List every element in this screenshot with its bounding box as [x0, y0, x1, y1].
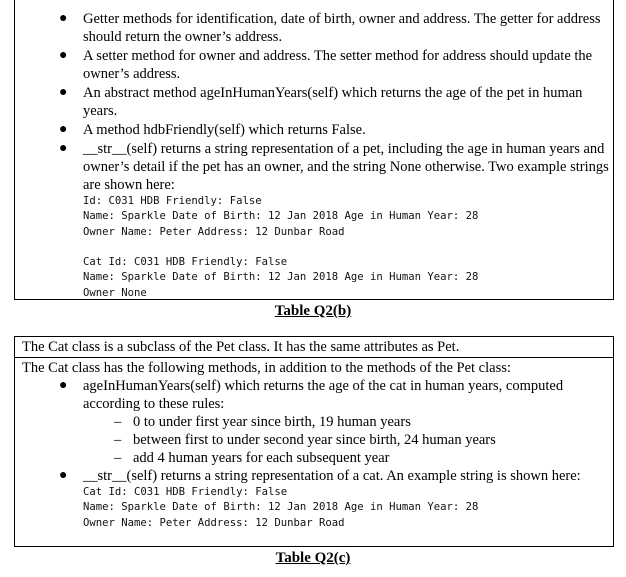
code-line: Owner Name: Peter Address: 12 Dunbar Road: [83, 225, 345, 238]
q2c-example-output: [15, 485, 613, 531]
list-item: ● A setter method for owner and address. The setter method for address should update the owner’s address.: [59, 48, 593, 82]
dash-icon: –: [114, 432, 122, 448]
q2b-example-output: [15, 194, 613, 301]
code-line: Name: Sparkle Date of Birth: 12 Jan 2018 Age in Human Year: 28: [83, 271, 479, 284]
list-item: – between first to under second year since birth, 24 human years: [114, 432, 496, 448]
code-line: Cat Id: C031 HDB Friendly: False: [83, 486, 288, 498]
list-item: – add 4 human years for each subsequent year: [114, 450, 390, 466]
bullet-icon: ●: [59, 48, 68, 63]
table-q2b: [14, 0, 614, 300]
bullet-icon: ●: [59, 122, 68, 137]
bullet-icon: ●: [59, 141, 68, 156]
q2c-bullet-list: [15, 377, 613, 413]
code-line: Id: C031 HDB Friendly: False: [83, 195, 262, 207]
q2b-bullet-list: [15, 10, 613, 194]
dash-icon: –: [114, 414, 122, 430]
list-item: – 0 to under first year since birth, 19 human years: [114, 414, 411, 430]
q2c-bullet-list-2: [15, 467, 613, 485]
code-line: [83, 240, 613, 255]
list-item: ● ageInHumanYears(self) which returns the age of the cat in human years, computed according to these rules:: [59, 378, 564, 412]
list-item: ● __str__(self) returns a string representation of a cat. An example string is shown here:: [59, 468, 581, 484]
code-line: Cat Id: C031 HDB Friendly: False: [83, 256, 288, 269]
bullet-icon: ●: [59, 468, 68, 483]
table-q2c: [14, 336, 614, 547]
q2c-rules-list: [15, 413, 613, 467]
list-item: ● __str__(self) returns a string representation of a pet, including the age in human years and owner’s detail if the pet has an owner, and the string None otherwise. Two example strings are shown here:: [59, 141, 609, 193]
bullet-icon: ●: [59, 378, 68, 393]
q2c-row-intro: The Cat class has the following methods, in addition to the methods of the Pet class:: [22, 360, 511, 376]
table-q2c-caption: Table Q2(c): [275, 550, 351, 566]
code-line: Name: Sparkle Date of Birth: 12 Jan 2018 Age in Human Year: 28: [83, 501, 479, 514]
bullet-icon: ●: [59, 11, 68, 26]
list-item: ● A method hdbFriendly(self) which returns False.: [59, 122, 366, 138]
code-line: Owner Name: Peter Address: 12 Dunbar Road: [83, 516, 345, 529]
table-q2b-caption: Table Q2(b): [274, 303, 352, 319]
code-line: Owner None: [83, 286, 147, 299]
list-item: ● Getter methods for identification, date of birth, owner and address. The getter for address should return the owner’s address.: [59, 11, 601, 45]
list-item: ● An abstract method ageInHumanYears(self) which returns the age of the pet in human years.: [59, 85, 583, 119]
q2c-row-subclass: The Cat class is a subclass of the Pet class. It has the same attributes as Pet.: [15, 337, 613, 358]
dash-icon: –: [114, 450, 122, 466]
code-line: Name: Sparkle Date of Birth: 12 Jan 2018 Age in Human Year: 28: [83, 210, 479, 223]
bullet-icon: ●: [59, 85, 68, 100]
